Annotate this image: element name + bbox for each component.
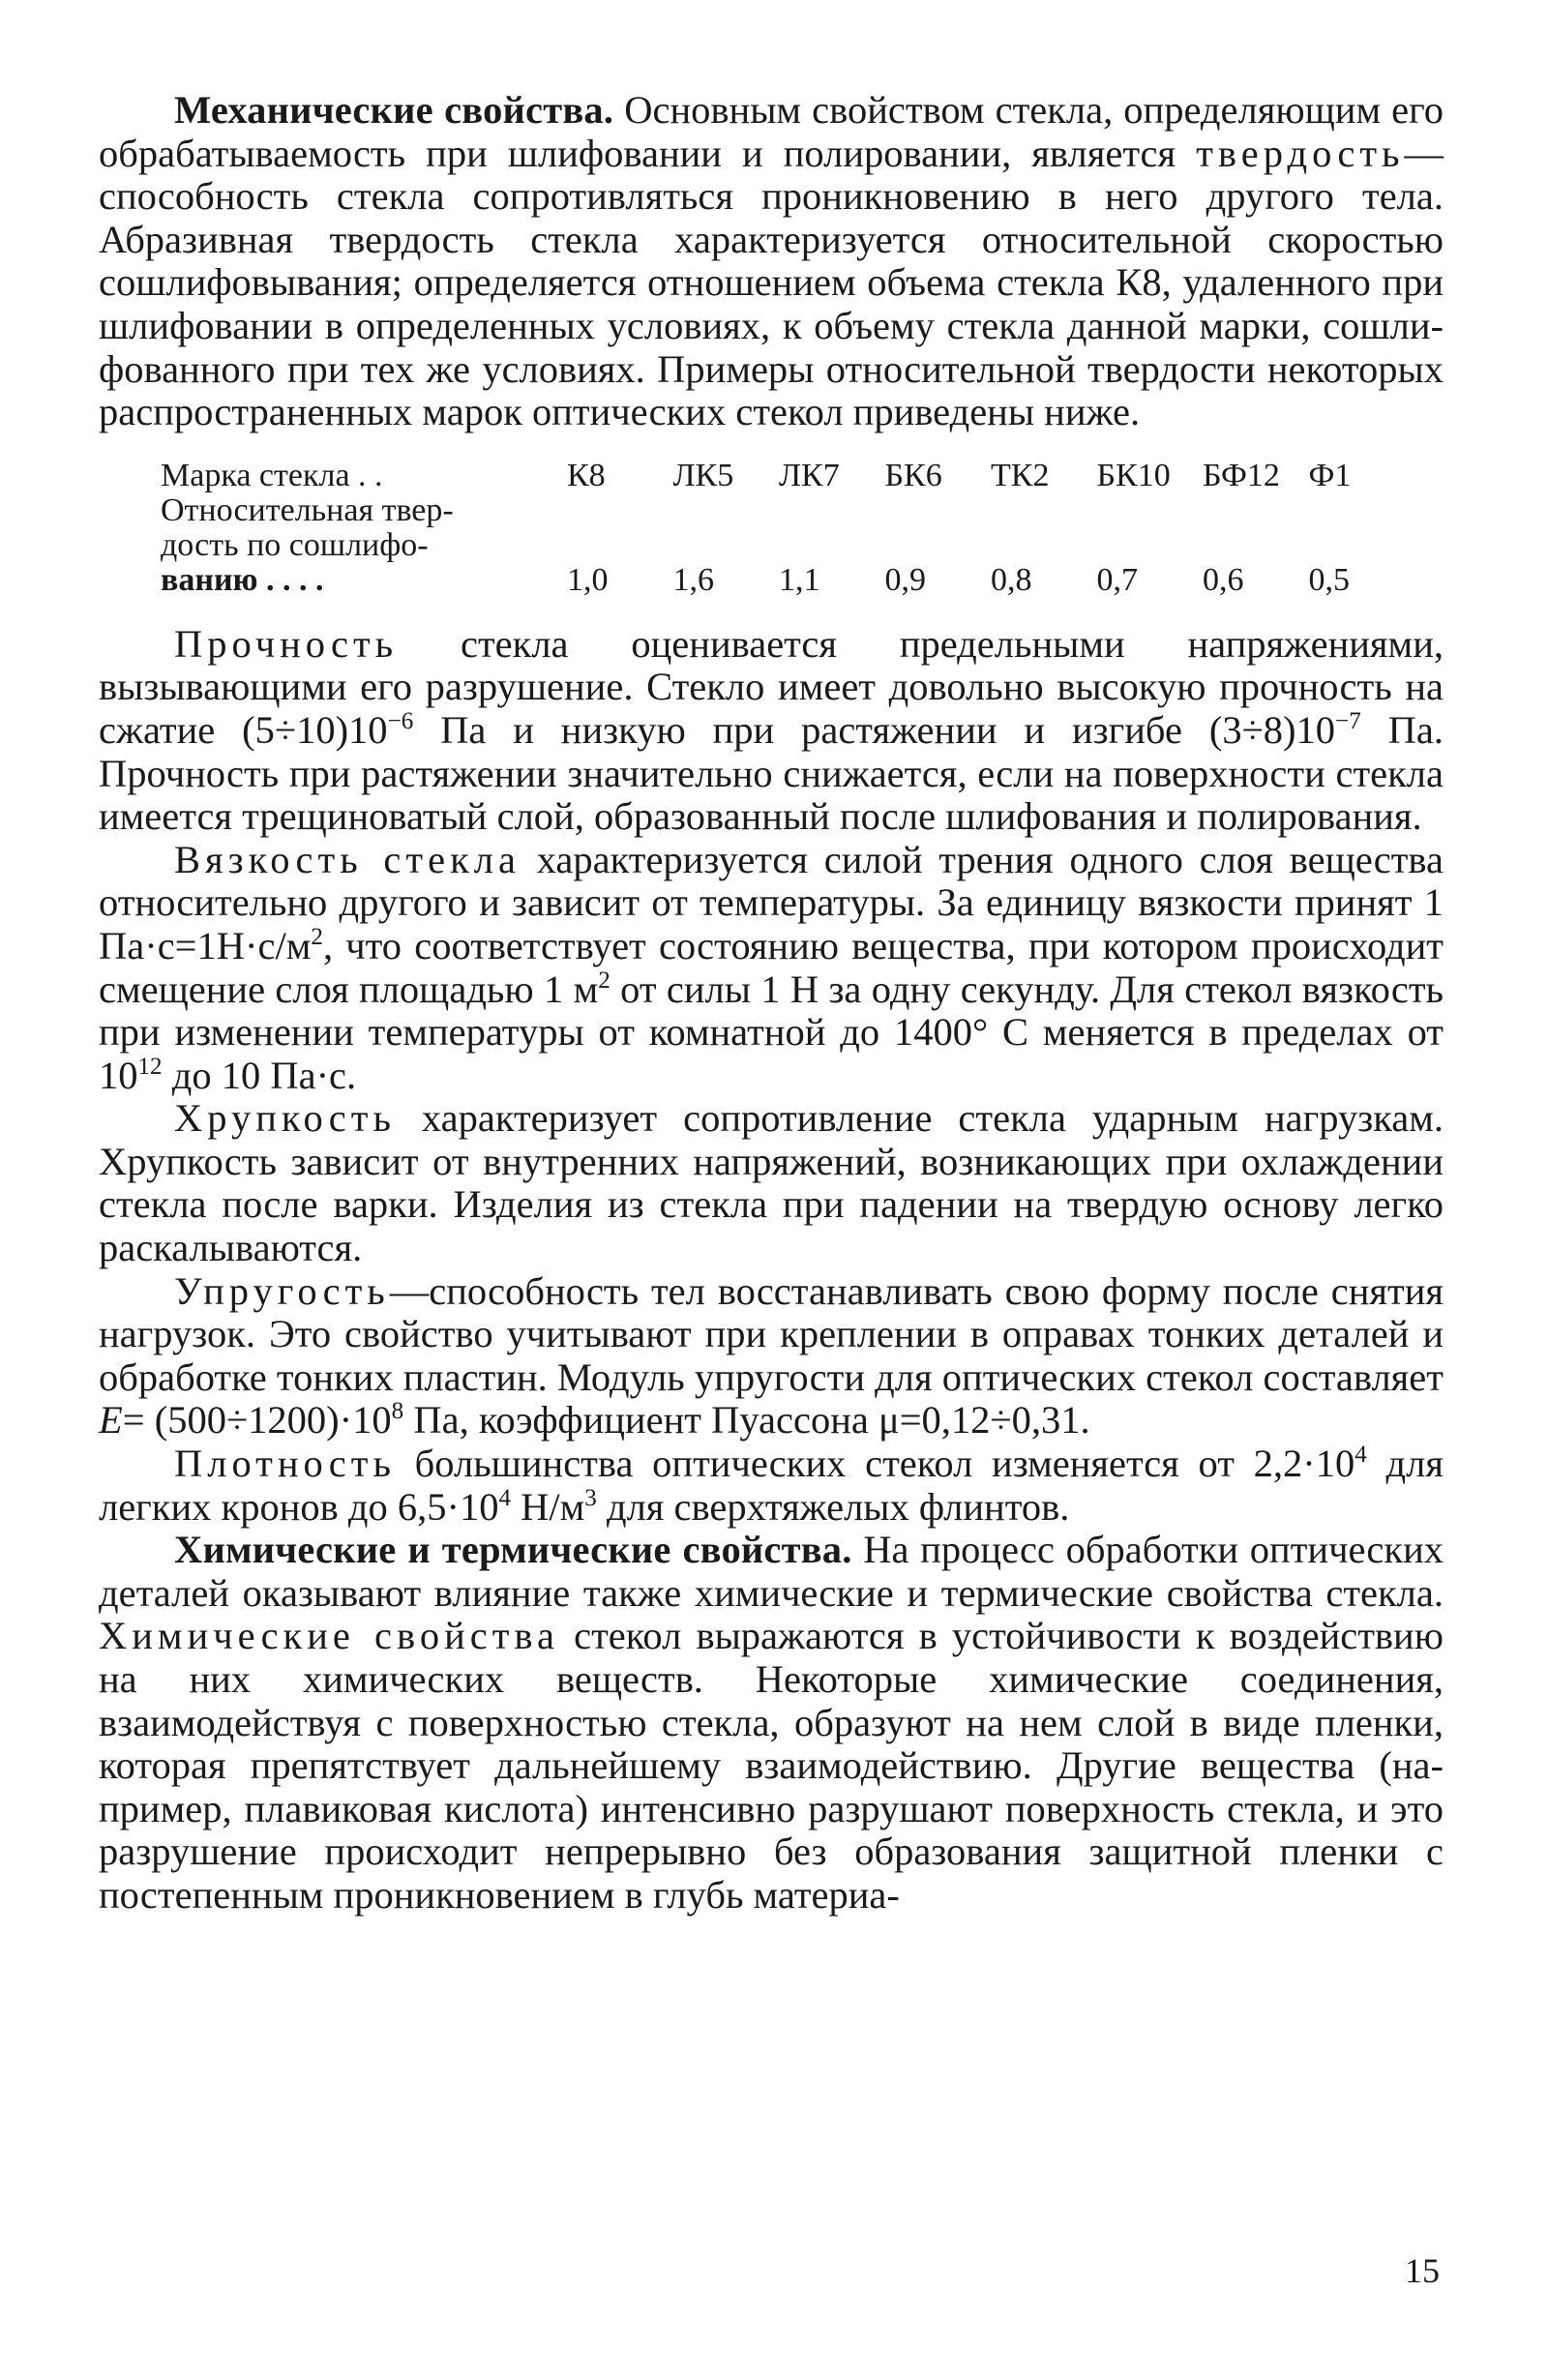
page-number: 15 (1405, 2251, 1440, 2290)
strength-paragraph: Прочность стекла оценивается предельными напряжениями, вызывающими его разрушение. Стекло имеет довольно высокую прочность на сжатие $(5\div 10)10^{-6}$ Па и низкую при растяжении и изгибе $(3\div 8)10^{-7}$ Па. Прочность при растяжении значительно снижается, если на поверхности стекла имеется трещиноватый слой, образованный после шлифования и полирования. (99, 621, 1444, 839)
hardness-value: 0,8 (991, 561, 1032, 598)
hardness-value: 0,5 (1308, 561, 1350, 598)
density-paragraph: Плотность большинства оптических стекол изменяется от $2,2\cdot 10^4$ для легких кронов до $6,5\cdot 10^4$ $Н/м^3$ для сверхтяжелых флинтов. (99, 1441, 1444, 1529)
glass-mark: ЛК5 (672, 457, 734, 493)
fragility-term: Хрупкость (174, 1096, 396, 1141)
hardness-value: 0,7 (1096, 561, 1138, 598)
hardness-label-line-a: Относительная твер- (161, 491, 454, 528)
document-page (99, 89, 1444, 1918)
elasticity-paragraph: Упругость—способность тел восстанавливать свою форму после снятия нагрузок. Это свойство учитывают при креплении в оправах тонких деталей и обработке тонких пластин. Модуль упругости для оптических стекол составляет $E= (500\div 1200)\cdot 10^8$ Па, коэффициент Пуассона μ=0,12÷0,31. (99, 1268, 1444, 1443)
glass-mark: БК10 (1096, 457, 1171, 493)
density-term: Плотность (174, 1442, 396, 1486)
glass-mark: ТК2 (991, 457, 1050, 493)
mechanical-properties-heading: Механические свойства. (174, 88, 614, 132)
chemical-properties-paragraph: Химические и термические свойства. На процесс обработки оптических деталей оказывают влияние также химические и термические свойства стекла. Химические свойства стекол выражаются в устойчивости к воздействию на них химических веществ. Некоторые химические соединения, взаимодействуя с поверхностью стекла, образуют на нем слой в виде пленки, которая препятствует дальнейшему взаимодействию. Другие вещества (например, плавиковая кислота) интенсивно разрушают поверхность стекла, и это разрушение происходит непрерывно без образования защитной пленки с постепенным проникновением в глубь материа- (99, 1528, 1444, 1917)
hardness-label: ванию . . . . (161, 561, 324, 598)
glass-mark: ЛК7 (779, 457, 840, 493)
hardness-term: твердость (1196, 131, 1405, 175)
hardness-table (161, 459, 1414, 598)
chemical-properties-term: Химические свойства (99, 1614, 559, 1658)
strength-term: Прочность (174, 621, 399, 666)
glass-mark: Ф1 (1308, 457, 1352, 493)
glass-mark-row (161, 459, 1414, 493)
hardness-value: 0,9 (884, 561, 926, 598)
elasticity-term: Упругость (174, 1268, 390, 1313)
hardness-value-row (161, 563, 1414, 598)
viscosity-paragraph: Вязкость стекла характеризуется силой трения одного слоя вещества относительно другого и зависит от температуры. За единицу вязкости принят 1 $Па\cdot с=1Н\cdot с/м^2$, что соответствует состоянию вещества, при котором происходит смещение слоя площадью 1 $м^2$ от силы 1 Н за одну секунду. Для стекол вязкость при изменении температуры от комнатной до 1400° С меняется в пределах от $10^{12}$ до 10 Па·с. (99, 837, 1444, 1097)
hardness-value: 1,6 (672, 561, 714, 598)
hardness-value: 1,0 (567, 561, 609, 598)
glass-mark: БФ12 (1203, 457, 1280, 493)
glass-mark: К8 (567, 457, 606, 493)
mechanical-properties-paragraph: Механические свойства. Основным свойством стекла, определяющим его обрабатываемость при шлифовании и полировании, является твердость—способность стекла сопротивляться проникновению в него другого тела. Абразивная твердость стекла характеризуется относительной скоростью сошлифовывания; определяется отношением объема стекла К8, удаленного при шлифовании в определенных условиях, к объему стекла данной марки, сошлифованного при тех же условиях. Примеры относительной твердости некоторых распространенных марок оптических стекол приведены ниже. (99, 88, 1444, 434)
chemical-properties-heading: Химические и термические свойства. (174, 1528, 852, 1572)
hardness-value: 1,1 (779, 561, 820, 598)
viscosity-term: Вязкость стекла (174, 837, 521, 881)
hardness-value: 0,6 (1203, 561, 1244, 598)
glass-mark-label: Марка стекла . . (161, 457, 383, 493)
glass-mark: БК6 (884, 457, 942, 493)
hardness-label-line-b: дость по сошлифо- (161, 526, 429, 563)
fragility-paragraph: Хрупкость характеризует сопротивление стекла ударным нагрузкам. Хрупкость зависит от внутренних напряжений, возникающих при охлаждении стекла после варки. Изделия из стекла при падении на твердую основу легко раскалываются. (99, 1096, 1444, 1270)
